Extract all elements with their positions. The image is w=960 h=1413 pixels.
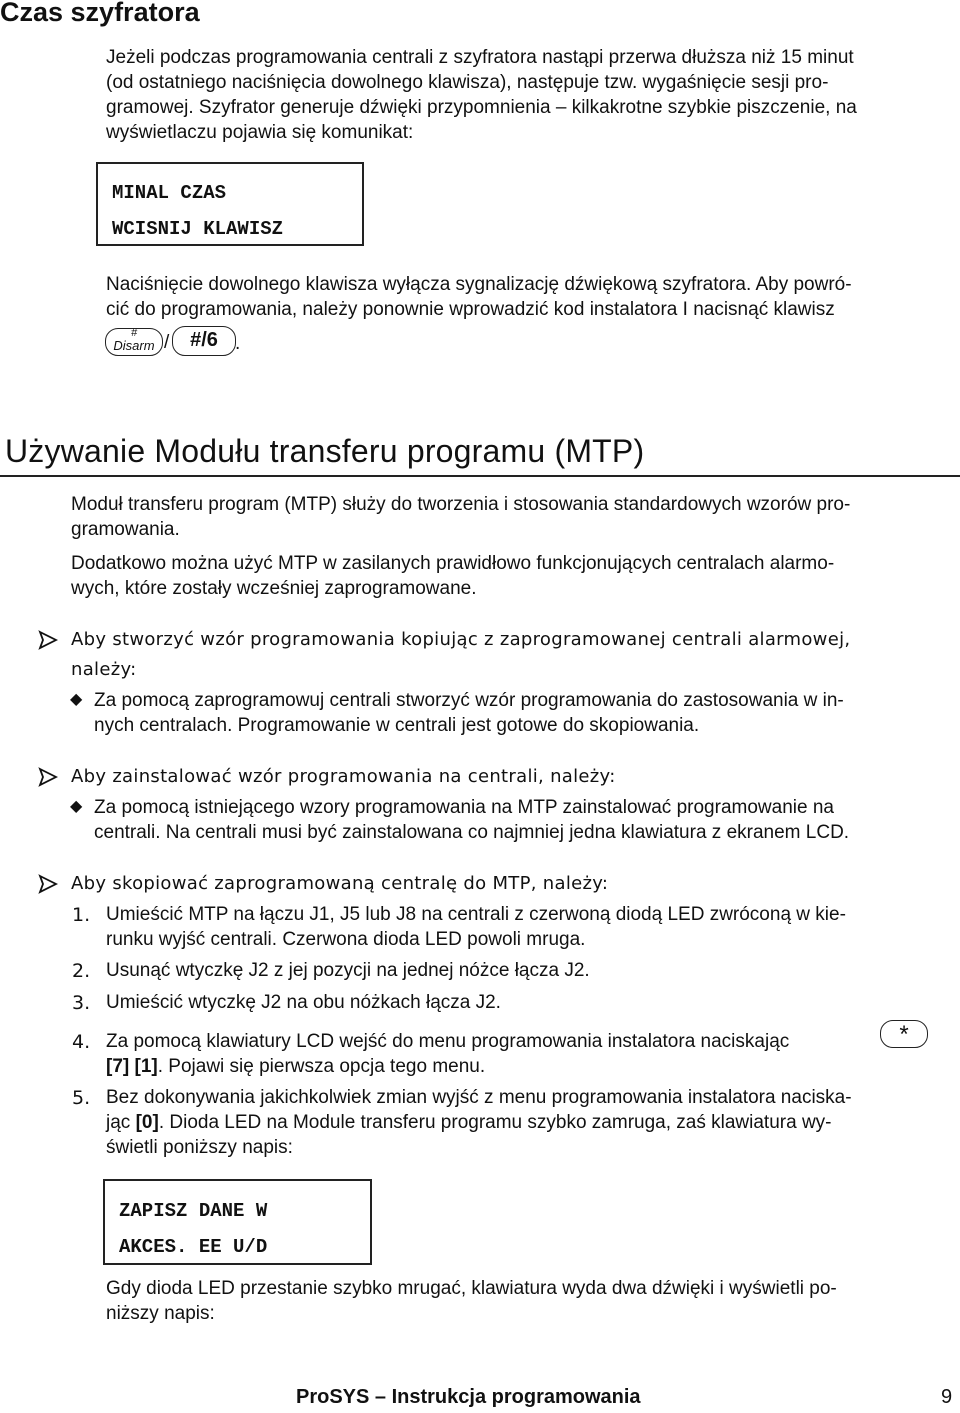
text-line: Moduł transferu program (MTP) służy do tworzenia i stosowania standardowych wzorów pro-: [71, 494, 851, 515]
step-number: 1.: [72, 904, 91, 926]
text-line: Gdy dioda LED przestanie szybko mrugać, klawiatura wyda dwa dźwięki i wyświetli po-: [106, 1278, 837, 1299]
section-title-mtp: Używanie Modułu transferu programu (MTP): [5, 433, 645, 469]
diamond-bullet-icon: ◆: [70, 798, 83, 815]
text-line: [106, 1054, 485, 1080]
text-line: gramowania.: [71, 519, 180, 540]
text-line: Jeżeli podczas programowania centrali z szyfratora nastąpi przerwa dłuższa niż 15 minut: [106, 47, 854, 68]
section-divider: [0, 475, 960, 477]
bullet-heading-1b: należy:: [71, 659, 137, 680]
text-line: nych centralach. Programowanie w centrali jest gotowe do skopiowania.: [94, 715, 700, 736]
step-number: 4.: [72, 1031, 91, 1053]
text-line: Naciśnięcie dowolnego klawisza wyłącza sygnalizację dźwiękową szyfratora. Aby powró-: [106, 274, 852, 295]
bullet-heading-2: Aby zainstalować wzór programowania na centrali, należy:: [71, 766, 616, 787]
text-line: runku wyjść centrali. Czerwona dioda LED powoli mruga.: [106, 929, 586, 950]
disarm-key-label: Disarm: [113, 338, 155, 353]
diamond-bullet-icon: ◆: [70, 691, 83, 708]
step-number: 5.: [72, 1087, 91, 1109]
text-span: jąc: [106, 1112, 136, 1133]
star-key-label: *: [899, 1021, 909, 1048]
bullet-heading-3: Aby skopiować zaprogramowaną centralę do MTP, należy:: [71, 873, 609, 894]
lcd-line-2: AKCES. EE U/D: [119, 1236, 268, 1258]
disarm-key-icon: [105, 328, 163, 356]
text-line: Za pomocą klawiatury LCD wejść do menu programowania instalatora naciskając: [106, 1031, 790, 1052]
text-span: . Pojawi się pierwsza opcja tego menu.: [157, 1056, 486, 1077]
lcd-line-2: WCISNIJ KLAWISZ: [112, 218, 284, 240]
arrow-bullet-icon: [38, 630, 58, 650]
text-line: [106, 1110, 832, 1136]
text-line: Za pomocą zaprogramowuj centrali stworzyć wzór programowania do zastosowania w in-: [94, 690, 844, 711]
text-line: Umieścić wtyczkę J2 na obu nóżkach łącza J2.: [106, 992, 501, 1013]
key-end-period: .: [235, 333, 241, 354]
lcd-line-1: ZAPISZ DANE W: [119, 1200, 268, 1222]
bold-keys: [0]: [135, 1112, 159, 1133]
text-line: wych, które zostały wcześniej zaprogramowane.: [71, 578, 477, 599]
page-number: 9: [941, 1386, 953, 1408]
footer-title: ProSYS – Instrukcja programowania: [296, 1386, 641, 1408]
hash-key-icon: [172, 326, 236, 356]
text-line: wyświetlaczu pojawia się komunikat:: [106, 122, 414, 143]
lcd-line-1: MINAL CZAS: [112, 182, 227, 204]
text-span: . Dioda LED na Module transferu programu szybko zamruga, zaś klawiatura wy-: [158, 1112, 832, 1133]
lcd-display-save: [103, 1179, 372, 1265]
key-separator: /: [164, 332, 170, 353]
hash-key-label: #/6: [190, 329, 218, 351]
bullet-heading-1: Aby stworzyć wzór programowania kopiując z zaprogramowanej centrali alarmowej,: [71, 629, 851, 650]
text-line: (od ostatniego naciśnięcia dowolnego klawisza), następuje tzw. wygaśnięcie sesji pro-: [106, 72, 829, 93]
text-line: Usunąć wtyczkę J2 z jej pozycji na jednej nóżce łącza J2.: [106, 960, 590, 981]
lcd-display-timeout: [96, 162, 364, 246]
arrow-bullet-icon: [38, 874, 58, 894]
text-line: Dodatkowo można użyć MTP w zasilanych prawidłowo funkcjonujących centralach alarmo-: [71, 553, 835, 574]
text-line: Bez dokonywania jakichkolwiek zmian wyjść z menu programowania instalatora naciska-: [106, 1087, 852, 1108]
step-number: 3.: [72, 992, 91, 1014]
text-line: gramowej. Szyfrator generuje dźwięki przypomnienia – kilkakrotne szybkie piszczenie, na: [106, 97, 857, 118]
step-number: 2.: [72, 960, 91, 982]
text-line: cić do programowania, należy ponownie wprowadzić kod instalatora I nacisnąć klawisz: [106, 299, 835, 320]
arrow-bullet-icon: [38, 767, 58, 787]
text-line: centrali. Na centrali musi być zainstalowana co najmniej jedna klawiatura z ekranem LCD.: [94, 822, 850, 843]
section-title-czas-szyfratora: Czas szyfratora: [0, 0, 200, 27]
star-key-icon: [880, 1020, 928, 1048]
disarm-key-top: #: [130, 327, 138, 339]
text-line: Umieścić MTP na łączu J1, J5 lub J8 na centrali z czerwoną diodą LED zwróconą w kie-: [106, 904, 846, 925]
text-line: Za pomocą istniejącego wzory programowania na MTP zainstalować programowanie na: [94, 797, 834, 818]
bold-keys: [7] [1]: [106, 1056, 158, 1077]
text-line: świetli poniższy napis:: [106, 1137, 293, 1158]
text-line: niższy napis:: [106, 1303, 215, 1324]
